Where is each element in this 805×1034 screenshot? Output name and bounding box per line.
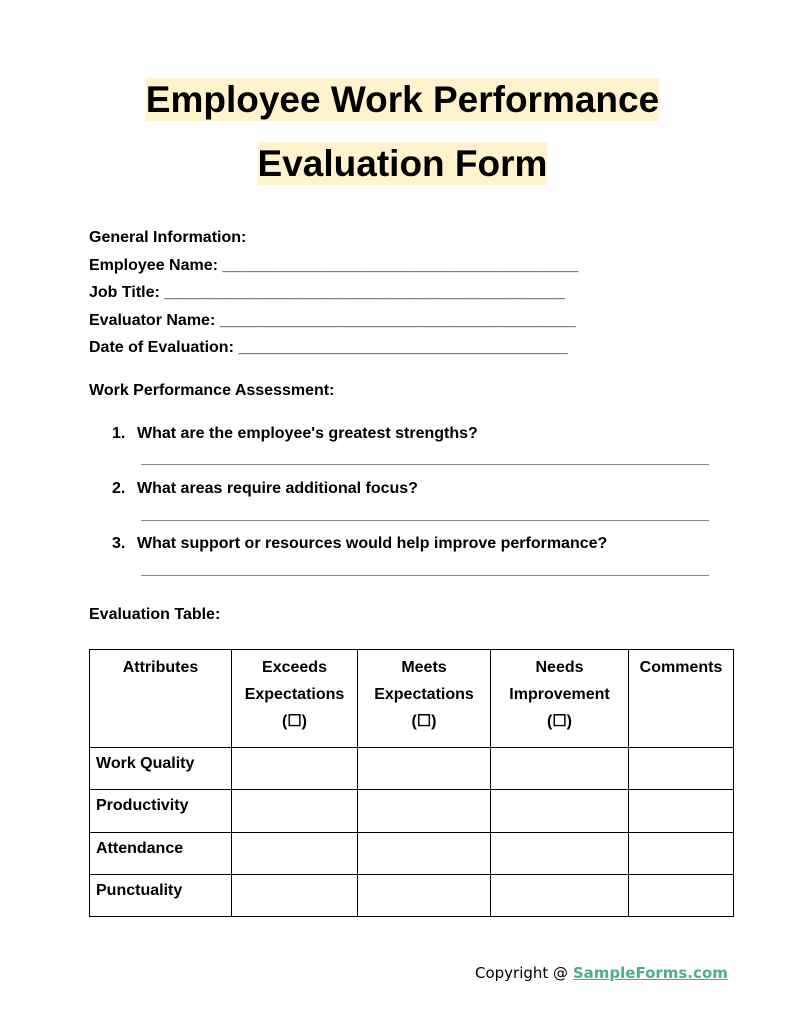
answer-line-2[interactable] (141, 520, 709, 521)
header-comments: Comments (629, 650, 734, 748)
header-attributes: Attributes (90, 650, 232, 748)
question-text: What are the employee's greatest strengths? (137, 425, 478, 442)
evaluation-table (89, 649, 734, 917)
checkbox-icon: (☐) (547, 713, 572, 730)
date-of-evaluation-field[interactable] (89, 338, 578, 366)
field-blank: ________________________________________ (219, 311, 576, 329)
field-blank: _____________________________________________ (164, 284, 565, 301)
needs-cell[interactable] (491, 875, 629, 917)
needs-cell[interactable] (491, 833, 629, 875)
row-attribute: Work Quality (90, 748, 232, 790)
sampleforms-link[interactable]: SampleForms.com (572, 964, 728, 982)
meets-cell[interactable] (358, 833, 491, 875)
header-needs-improvement: Needs Improvement (☐) (491, 650, 629, 748)
copyright-footer (475, 964, 728, 982)
checkbox-icon: (☐) (282, 713, 307, 730)
comments-cell[interactable] (629, 790, 734, 833)
question-number: 3. (112, 535, 126, 552)
field-blank: _____________________________________ (238, 339, 568, 356)
meets-cell[interactable] (358, 748, 491, 790)
question-text: What areas require additional focus? (137, 480, 418, 497)
header-meets-expectations: Meets Expectations (☐) (358, 650, 491, 748)
field-label: Job Title: (89, 284, 160, 301)
title-line-1: Employee Work Performance (145, 79, 660, 120)
assessment-heading: Work Performance Assessment: (89, 382, 335, 399)
question-1 (112, 425, 478, 443)
meets-cell[interactable] (358, 875, 491, 917)
title-line-2: Evaluation Form (257, 143, 548, 184)
question-text: What support or resources would help improve performance? (137, 535, 608, 552)
header-exceeds-expectations: Exceeds Expectations (☐) (232, 650, 358, 748)
meets-cell[interactable] (358, 790, 491, 833)
table-row (90, 833, 734, 875)
general-info-section (89, 228, 578, 366)
field-label: Date of Evaluation: (89, 339, 234, 356)
comments-cell[interactable] (629, 833, 734, 875)
row-attribute: Productivity (90, 790, 232, 833)
evaluation-table-heading: Evaluation Table: (89, 606, 221, 623)
comments-cell[interactable] (629, 748, 734, 790)
row-attribute: Punctuality (90, 875, 232, 917)
exceeds-cell[interactable] (232, 748, 358, 790)
evaluator-name-field[interactable] (89, 311, 578, 339)
employee-name-field[interactable] (89, 256, 578, 284)
table-row (90, 790, 734, 833)
row-attribute: Attendance (90, 833, 232, 875)
field-blank: ________________________________________ (222, 256, 579, 274)
comments-cell[interactable] (629, 875, 734, 917)
question-number: 1. (112, 425, 126, 442)
needs-cell[interactable] (491, 748, 629, 790)
table-header-row (90, 650, 734, 748)
form-title (0, 78, 805, 185)
exceeds-cell[interactable] (232, 833, 358, 875)
needs-cell[interactable] (491, 790, 629, 833)
table-row (90, 748, 734, 790)
exceeds-cell[interactable] (232, 790, 358, 833)
answer-line-3[interactable] (141, 575, 709, 576)
question-2 (112, 480, 418, 498)
table-row (90, 875, 734, 917)
general-info-heading: General Information: (89, 229, 247, 246)
field-label: Evaluator Name: (89, 311, 216, 329)
question-3 (112, 535, 607, 553)
checkbox-icon: (☐) (411, 713, 437, 730)
exceeds-cell[interactable] (232, 875, 358, 917)
question-number: 2. (112, 480, 126, 497)
field-label: Employee Name: (89, 256, 218, 274)
job-title-field[interactable] (89, 283, 578, 311)
copyright-text: Copyright @ (475, 964, 573, 982)
answer-line-1[interactable] (141, 464, 709, 465)
